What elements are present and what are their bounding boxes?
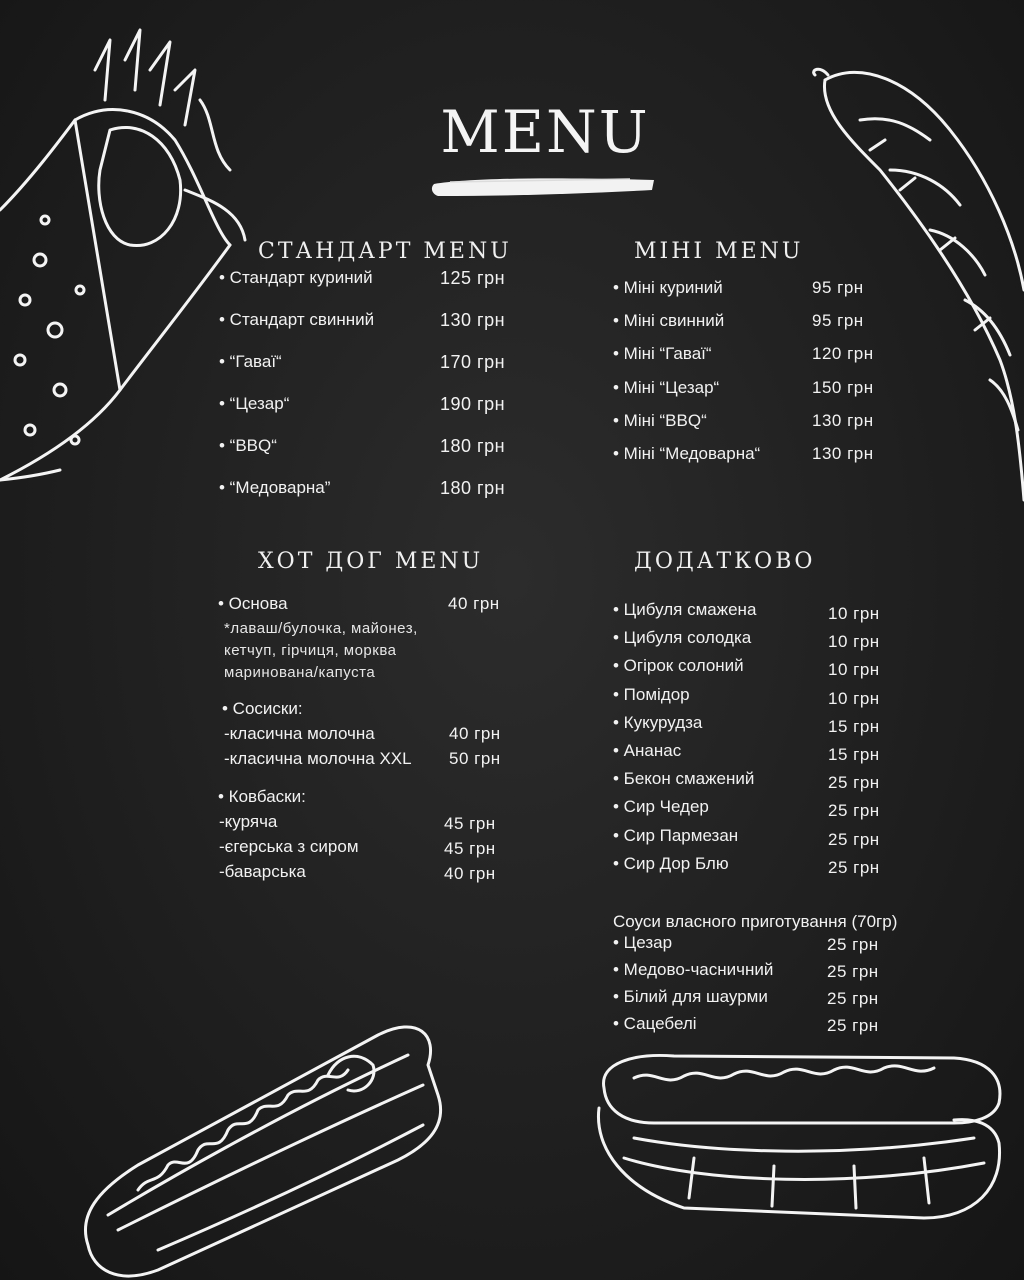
menu-item-price: 10 грн xyxy=(828,688,880,708)
menu-item-price: 180 грн xyxy=(440,436,506,456)
menu-item-name: • Сацебелі xyxy=(613,1014,697,1033)
menu-item-price: 95 грн xyxy=(812,278,864,297)
note-line: маринована/капуста xyxy=(224,664,376,681)
hotdog-base-note xyxy=(224,618,418,684)
menu-item-price: 10 грн xyxy=(828,632,880,652)
menu-item-name: • Кукурудза xyxy=(613,712,703,732)
note-line: кетчуп, гірчиця, морква xyxy=(224,642,397,659)
menu-item-price: 130 грн xyxy=(812,444,874,463)
menu-item-price: 130 грн xyxy=(812,410,874,430)
menu-item-name: • Ананас xyxy=(613,741,682,760)
menu-item-name: • Цезар xyxy=(613,933,673,952)
menu-item-price: 170 грн xyxy=(440,352,506,372)
menu-item-name: • Огірок солоний xyxy=(613,656,744,676)
hotdog-base-price: 40 грн xyxy=(448,594,500,613)
menu-item-price: 45 грн xyxy=(444,839,496,858)
hotdog-side-illustration-icon xyxy=(594,1048,1006,1223)
hotdog-illustration-icon xyxy=(78,1015,453,1280)
menu-item-price: 130 грн xyxy=(440,310,506,330)
menu-item-name: • Міні свинний xyxy=(613,311,725,331)
menu-item-name: • Цибуля смажена xyxy=(613,600,757,619)
menu-item-price: 25 грн xyxy=(827,989,879,1008)
menu-item-price: 40 грн xyxy=(449,724,501,743)
menu-item-name: • “Цезар“ xyxy=(219,394,290,413)
sauces-title: Соуси власного приготування (70гр) xyxy=(613,912,898,931)
menu-item-price: 25 грн xyxy=(828,773,880,793)
menu-item-name: • “Медоварна” xyxy=(219,478,331,497)
menu-item-name: • Стандарт свинний xyxy=(219,310,375,329)
menu-item-name: • Міні “Медоварна“ xyxy=(613,444,761,463)
menu-item-price: 10 грн xyxy=(828,604,880,623)
extras-title: ДОДАТКОВО xyxy=(634,549,816,574)
menu-item-name: -баварська xyxy=(219,862,306,881)
menu-item-name: -єгерська з сиром xyxy=(219,837,359,856)
menu-item-name: • “BBQ“ xyxy=(219,436,277,455)
menu-item-price: 180 грн xyxy=(440,478,506,498)
menu-item-name: • Помідор xyxy=(613,684,690,704)
sausages-label: • Сосиски: xyxy=(222,699,303,718)
menu-item-price: 10 грн xyxy=(828,660,880,680)
menu-item-name: • Білий для шаурми xyxy=(613,987,768,1006)
menu-item-price: 40 грн xyxy=(444,864,496,883)
note-line: *лаваш/булочка, майонез, xyxy=(224,620,418,637)
kovbasky-label: • Ковбаски: xyxy=(218,787,306,806)
menu-item-name: • Бекон смажений xyxy=(613,769,755,789)
menu-item-name: • Цибуля солодка xyxy=(613,628,752,648)
menu-item-name: • Сир Дор Блю xyxy=(613,853,729,873)
menu-item-price: 120 грн xyxy=(812,344,874,364)
menu-item-price: 190 грн xyxy=(440,394,506,414)
menu-item-name: • Медово-часничний xyxy=(613,960,774,979)
menu-item-price: 15 грн xyxy=(828,745,880,764)
menu-item-name: • Сир Чедер xyxy=(613,797,709,817)
menu-item-name: • Сир Пармезан xyxy=(613,825,739,845)
brush-stroke-icon xyxy=(430,174,658,200)
hotdog-base-name: • Основа xyxy=(218,594,288,613)
menu-item-name: • Міні “Цезар“ xyxy=(613,377,720,397)
menu-item-name: -класична молочна xyxy=(224,724,375,743)
menu-item-price: 50 грн xyxy=(449,749,501,768)
mini-menu-title: МІНІ MENU xyxy=(634,239,804,264)
menu-item-price: 15 грн xyxy=(828,716,880,736)
menu-item-price: 25 грн xyxy=(827,1016,879,1035)
standard-menu-title: СТАНДАРТ MENU xyxy=(258,239,512,264)
menu-item-name: -куряча xyxy=(219,812,278,831)
menu-item-name: • “Гаваї“ xyxy=(219,352,282,371)
menu-item-price: 25 грн xyxy=(827,962,879,981)
menu-item-price: 45 грн xyxy=(444,814,496,833)
menu-item-name: • Міні куриний xyxy=(613,278,723,297)
menu-item-name: -класична молочна XXL xyxy=(224,749,412,768)
menu-item-price: 95 грн xyxy=(812,311,864,331)
menu-item-name: • Міні “BBQ“ xyxy=(613,410,707,430)
menu-item-name: • Міні “Гаваї“ xyxy=(613,344,712,364)
menu-item-price: 150 грн xyxy=(812,377,874,397)
menu-item-price: 125 грн xyxy=(440,268,506,288)
menu-item-price: 25 грн xyxy=(828,801,880,821)
menu-item-name: • Стандарт куриний xyxy=(219,268,373,287)
menu-item-price: 25 грн xyxy=(828,829,880,849)
menu-item-price: 25 грн xyxy=(827,935,879,954)
hotdog-menu-title: ХОТ ДОГ MENU xyxy=(258,549,484,574)
menu-title: MENU xyxy=(440,98,650,166)
menu-item-price: 25 грн xyxy=(828,857,880,877)
